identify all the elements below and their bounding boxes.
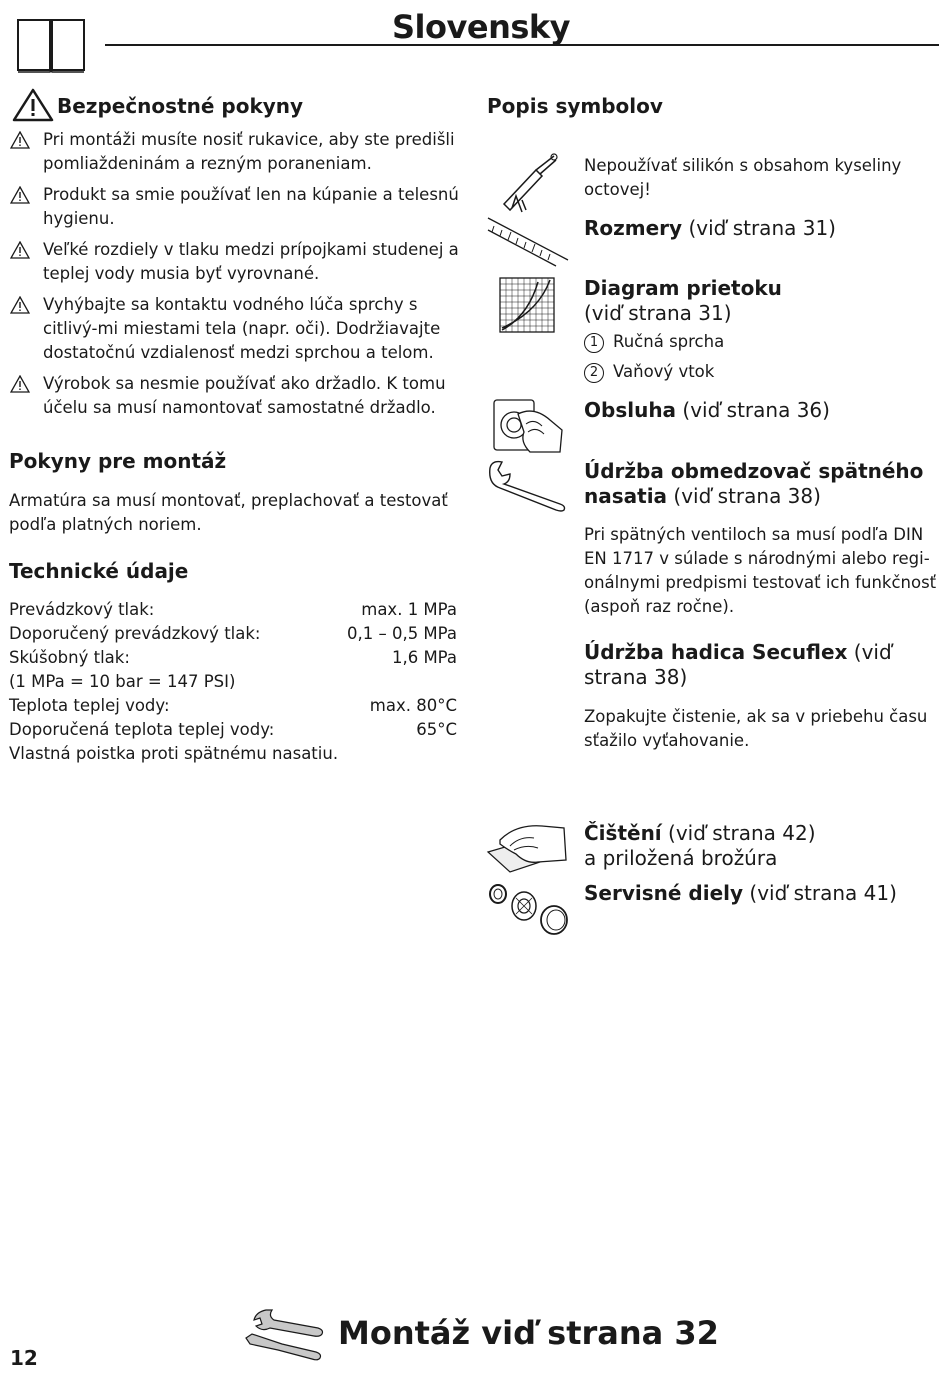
- silicone-note: Nepoužívať silikón s obsahom kyseliny octovej!: [584, 156, 902, 199]
- cleaning-heading: [584, 821, 940, 871]
- safety-item-text: Veľké rozdiely v tlaku medzi prípojkami studenej a teplej vody musia byť vyrovnané.: [43, 240, 459, 283]
- table-row: [9, 646, 457, 670]
- item-number: 2: [584, 363, 604, 383]
- row-value: max. 80°C: [369, 696, 457, 715]
- warning-icon: [12, 88, 54, 122]
- row-value: 1,6 MPa: [391, 648, 457, 667]
- safety-item: [10, 293, 470, 365]
- cleaning-label: Čištění: [584, 821, 662, 845]
- safety-heading: Bezpečnostné pokyny: [57, 94, 304, 118]
- dimensions-label: Rozmery: [584, 216, 683, 240]
- maintenance-text: Pri spätných ventiloch sa musí podľa DIN EN 1717 v súlade s národnými alebo regi-onálnymi predpismi testovať ich funkčnosť (aspoň raz ročne).: [584, 525, 937, 616]
- warning-icon: [10, 296, 30, 314]
- symbols-heading: Popis symbolov: [487, 94, 663, 118]
- safety-item-text: Vyhýbajte sa kontaktu vodného lúča sprchy s citlivý-mi miestami tela (napr. oči). Dodržiavajte dostatočnú vzdialenosť medzi sprchou a telom.: [43, 295, 441, 362]
- row-label: (1 MPa = 10 bar = 147 PSI): [9, 672, 236, 691]
- table-row: [9, 598, 457, 622]
- row-label: Doporučený prevádzkový tlak:: [9, 624, 261, 643]
- safety-item: [10, 238, 470, 286]
- list-item: [584, 360, 940, 384]
- mounting-text: Armatúra sa musí montovať, preplachovať a testovať podľa platných noriem.: [9, 491, 448, 534]
- safety-item: [10, 183, 470, 231]
- safety-item-text: Výrobok sa nesmie používať ako držadlo. K tomu účelu sa musí namontovať samostatné držadlo.: [43, 374, 446, 417]
- flow-diagram-icon: [498, 276, 556, 334]
- technical-heading: Technické údaje: [9, 559, 189, 583]
- list-item: [584, 330, 940, 354]
- cleaning-hand-icon: [486, 820, 570, 874]
- warning-icon: [10, 131, 30, 149]
- title-rule: [105, 44, 939, 46]
- parts-ref: (viď strana 41): [749, 881, 897, 905]
- operation-label: Obsluha: [584, 398, 677, 422]
- cleaning-ref: (viď strana 42): [668, 821, 816, 845]
- page-title: Slovensky: [392, 8, 571, 46]
- cleaning-brochure: a priložená brožúra: [584, 846, 778, 870]
- dimensions-line: [584, 216, 940, 241]
- table-row: [9, 694, 457, 718]
- row-value: 65°C: [416, 720, 457, 739]
- secuflex-heading: [584, 640, 940, 690]
- hand-knob-icon: [490, 396, 564, 454]
- operation-line: [584, 398, 940, 423]
- table-row: [9, 622, 457, 646]
- maintenance-ref: (viď strana 38): [673, 484, 821, 508]
- table-row: [9, 670, 457, 694]
- warning-icon: [10, 186, 30, 204]
- book-icon: [16, 16, 86, 74]
- flow-list: [584, 330, 940, 384]
- table-row: [9, 718, 457, 742]
- secuflex-text: Zopakujte čistenie, ak sa v priebehu času sťažilo vyťahovanie.: [584, 707, 928, 750]
- flow-label: Diagram prietoku: [584, 276, 782, 300]
- parts-label: Servisné diely: [584, 881, 744, 905]
- row-label: Vlastná poistka proti spätnému nasatiu.: [9, 744, 339, 763]
- row-label: Skúšobný tlak:: [9, 648, 130, 667]
- page-number: 12: [10, 1346, 38, 1370]
- dimensions-ref: (viď strana 31): [688, 216, 836, 240]
- row-label: Prevádzkový tlak:: [9, 600, 155, 619]
- silicone-gun-icon: [496, 152, 560, 214]
- operation-ref: (viď strana 36): [682, 398, 830, 422]
- warning-icon: [10, 241, 30, 259]
- secuflex-label: Údržba hadica Secuflex: [584, 640, 848, 664]
- parts-line: [584, 881, 940, 906]
- flow-heading: [584, 276, 940, 326]
- technical-table: [9, 598, 457, 766]
- wrench-icon: [486, 458, 570, 512]
- flow-ref: (viď strana 31): [584, 301, 732, 325]
- safety-item-text: Pri montáži musíte nosiť rukavice, aby ste predišli pomliaždeninám a rezným poraneniam.: [43, 130, 455, 173]
- safety-item: [10, 128, 470, 176]
- row-value: 0,1 – 0,5 MPa: [346, 624, 457, 643]
- warning-icon: [10, 375, 30, 393]
- safety-item: [10, 372, 470, 420]
- item-label: Ručná sprcha: [613, 332, 725, 351]
- row-label: Teplota teplej vody:: [9, 696, 170, 715]
- safety-item-text: Produkt sa smie používať len na kúpanie a telesnú hygienu.: [43, 185, 459, 228]
- maintenance-label: Údržba obmedzovač spätného nasatia: [584, 459, 924, 508]
- ruler-icon: [486, 216, 570, 268]
- secuflex-ref: (viď strana 38): [584, 640, 892, 689]
- mounting-reference-title: Montáž viď strana 32: [338, 1314, 719, 1352]
- row-label: Doporučená teplota teplej vody:: [9, 720, 275, 739]
- maintenance-heading: [584, 459, 940, 509]
- item-label: Vaňový vtok: [613, 362, 715, 381]
- item-number: 1: [584, 333, 604, 353]
- table-row: [9, 742, 457, 766]
- tools-icon: [242, 1306, 326, 1362]
- row-value: max. 1 MPa: [361, 600, 457, 619]
- service-parts-icon: [486, 878, 572, 938]
- mounting-heading: Pokyny pre montáž: [9, 449, 227, 473]
